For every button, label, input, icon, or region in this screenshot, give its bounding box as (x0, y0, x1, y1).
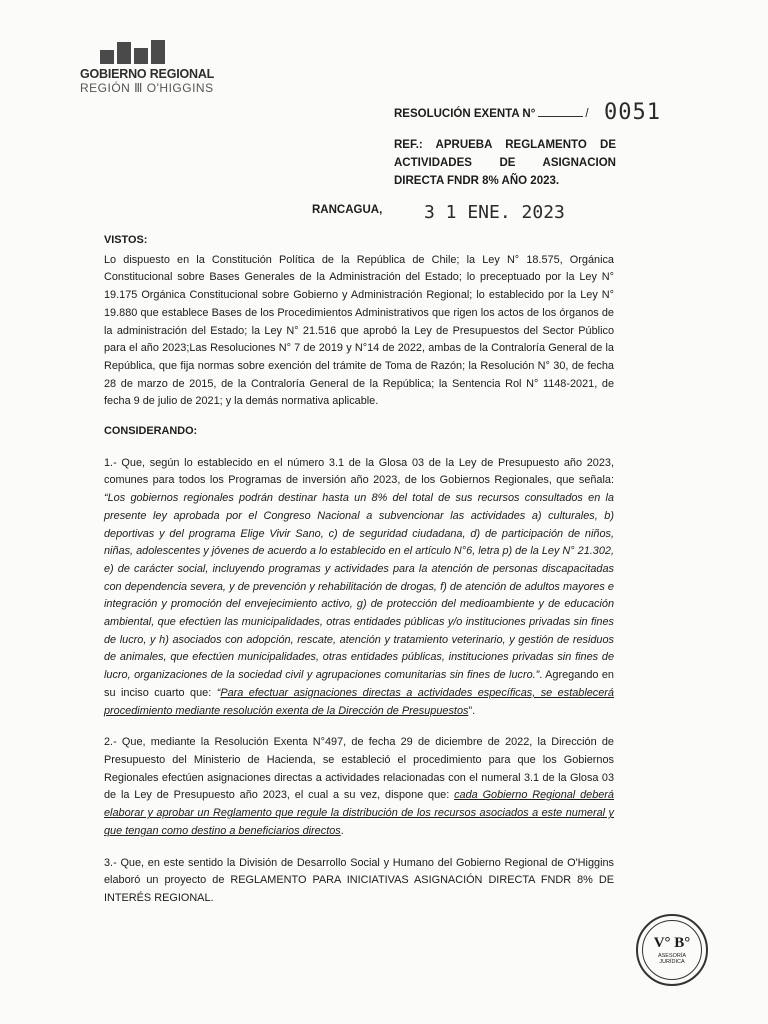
p1-quote2-underlined: Para efectuar asignaciones directas a actividades específicas, se establecerá procedimiento mediante resolución exenta de la Dirección de Presupuestos (104, 686, 614, 717)
ref-line: REF.: APRUEBA REGLAMENTO DE (394, 139, 616, 151)
p1-intro: 1.- Que, según lo establecido en el número 3.1 de la Glosa 03 de la Ley de Presupuesto año 2023, comunes para todos los Programas de inversión año 2023, de los Gobiernos Regionales, que señala: (104, 456, 614, 487)
p1-quote2-open: “ (216, 686, 221, 699)
vistos-text: Lo dispuesto en la Constitución Política de la República de Chile; la Ley N° 18.575, Orgánica Constitucional sobre Bases Generales de la Administración del Estado; lo preceptuado por la Ley N° 19.175 Orgánica Constitucional sobre Gobierno y Administración Regional; lo establecido por la Ley N° 19.880 que establece Bases de los Procedimientos Administrativos que rigen los actos de los órganos de la administración del Estado; la Ley N° 21.516 que aprobó la Ley de Presupuestos del Sector Público para el año 2023;Las Resoluciones N° 7 de 2019 y N°14 de 2022, ambas de la Contraloría General de la República, que fija normas sobre exención del trámite de Toma de Razón; la Resolución N° 30, de fecha 28 de marzo de 2015, de la Contraloría General de la República; la Sentencia Rol N° 1148-2021, de fecha 9 de julio de 2021; y la demás normativa aplicable. (104, 253, 614, 408)
resolucion-number: 0051 (604, 100, 661, 125)
resolucion-label (394, 108, 589, 120)
p1-quote2-close: ”. (468, 704, 476, 717)
date-stamp: 3 1 ENE. 2023 (424, 202, 565, 223)
resolucion-label-text: RESOLUCIÓN EXENTA N° (394, 108, 536, 120)
resolucion-blank-line (538, 116, 583, 117)
city-label: RANCAGUA, (312, 204, 383, 216)
p2-underlined: cada Gobierno Regional deberá elaborar y aprobar un Reglamento que regule la distribución de los recursos asociados a este numeral y que tengan como destino a beneficiarios directos (104, 789, 614, 837)
ref-line: DIRECTA FNDR 8% AÑO 2023. (394, 175, 560, 187)
considerando-paragraph-3: 3.- Que, en este sentido la División de Desarrollo Social y Humano del Gobierno Regional de O'Higgins elaboró un proyecto de REGLAMENTO PARA INICIATIVAS ASIGNACIÓN DIRECTA FNDR 8% DE INTERÉS REGIONAL. (104, 856, 614, 904)
vistos-heading: VISTOS: (104, 234, 148, 246)
stamp-text: ASESORÍA JURÍDICA (657, 952, 687, 965)
asesoria-juridica-stamp (636, 914, 708, 986)
logo-subtitle: REGIÓN Ⅲ O'HIGGINS (80, 81, 214, 95)
gobierno-regional-logo (80, 38, 215, 95)
p2-end: . (340, 824, 344, 837)
considerando-heading: CONSIDERANDO: (104, 425, 198, 438)
considerando-paragraph-1 (104, 455, 614, 721)
logo-title: GOBIERNO REGIONAL (80, 67, 215, 81)
stamp-vb: V° B° (653, 934, 691, 951)
ref-line: ACTIVIDADES DE ASIGNACION (394, 157, 616, 169)
p1-quote: “Los gobiernos regionales podrán destinar hasta un 8% del total de sus recursos consultados en la presente ley aprobada por el Congreso Nacional a subvencionar las actividades a) culturales, b) deportivas y del programa Elige Vivir Sano, c) de seguridad ciudadana, d) de participación de niños, niñas, adolescentes y jóvenes de acuerdo a lo establecido en el artículo N°6, letra p) de la Ley N° 21.302, e) de carácter social, incluyendo programas y actividades para la atención de personas discapacitadas con dependencia severa, y de prevención y rehabilitación de drogas, f) de atención de adultos mayores e integración y promoción del envejecimiento activo, g) de protección del medioambiente y de educación ambiental, que efectúen las municipalidades, otras entidades públicas y/o instituciones privadas sin fines de lucro, y h) asociados con adopción, rescate, atención y tratamiento veterinario, y gestión de residuos de animales, que efectúen municipalidades, otras entidades públicas, instituciones privadas sin fines de lucro, organizaciones de la sociedad civil y agrupaciones comunitarias sin fines de lucro.” (104, 492, 614, 682)
logo-mark-icon (100, 38, 200, 64)
document-body (104, 232, 614, 908)
ref-block (394, 136, 616, 190)
p2-intro: 2.- Que, mediante la Resolución Exenta N°497, de fecha 29 de diciembre de 2022, la Dirección de Presupuesto del Ministerio de Hacienda, se estableció el procedimiento para que los Gobiernos Regionales efectúen asignaciones directas a actividades relacionadas con el numeral 3.1 de la Glosa 03 de la Ley de Presupuesto año 2023, el cual a su vez, dispone que: (104, 736, 614, 802)
p1-mid: . Agregando en su inciso cuarto que: (104, 669, 614, 699)
considerando-paragraph-2 (104, 734, 614, 840)
resolucion-slash: / (585, 108, 589, 120)
